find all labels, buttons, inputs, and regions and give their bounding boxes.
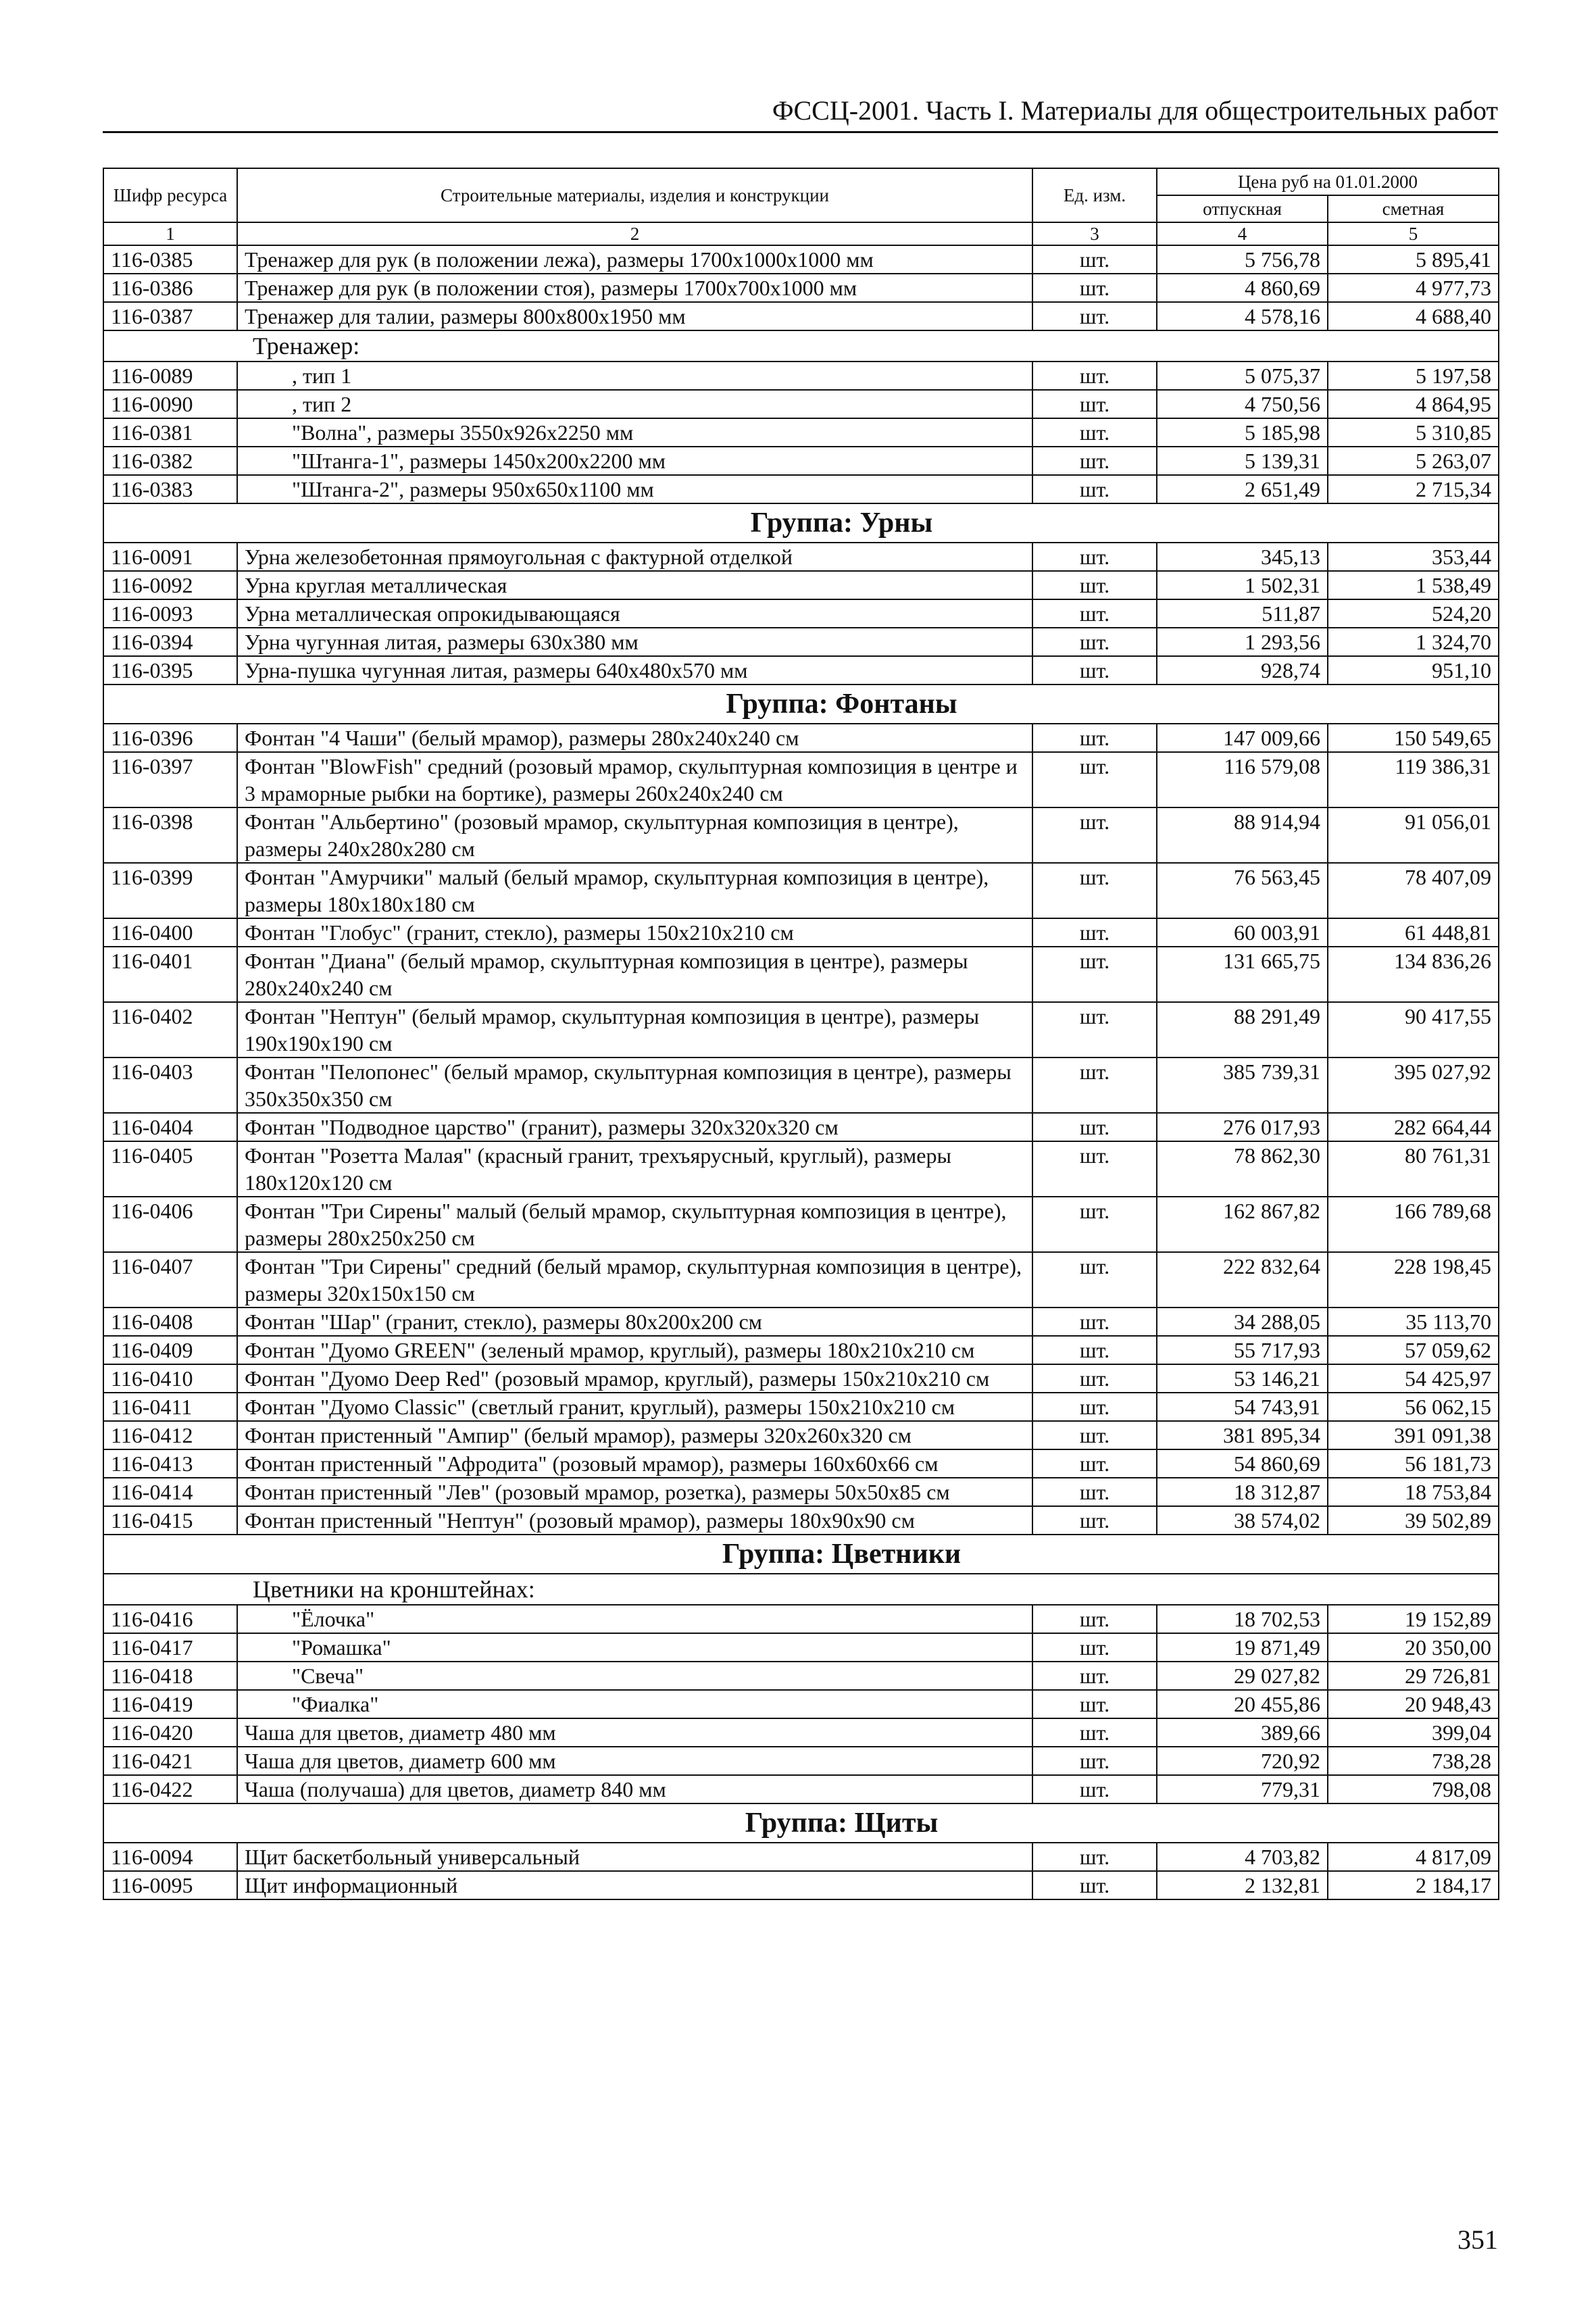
estimate-price: 399,04 (1328, 1718, 1499, 1747)
estimate-price: 282 664,44 (1328, 1113, 1499, 1141)
resource-code: 116-0401 (103, 947, 237, 1002)
estimate-price: 738,28 (1328, 1747, 1499, 1775)
table-row (103, 274, 1499, 302)
unit-cell: шт. (1032, 1141, 1157, 1197)
table-row (103, 1605, 1499, 1633)
estimate-price: 524,20 (1328, 599, 1499, 628)
unit-cell: шт. (1032, 362, 1157, 390)
table-row (103, 1197, 1499, 1252)
unit-cell: шт. (1032, 807, 1157, 863)
release-price: 55 717,93 (1157, 1336, 1328, 1364)
table-row (103, 1662, 1499, 1690)
estimate-price: 56 181,73 (1328, 1449, 1499, 1478)
header-release: отпускная (1157, 195, 1328, 222)
resource-code: 116-0422 (103, 1775, 237, 1803)
table-row (103, 1057, 1499, 1113)
unit-cell: шт. (1032, 1775, 1157, 1803)
material-name: Тренажер для рук (в положении стоя), размеры 1700x700x1000 мм (237, 274, 1032, 302)
release-price: 345,13 (1157, 543, 1328, 571)
table-row (103, 807, 1499, 863)
resource-code: 116-0397 (103, 752, 237, 807)
estimate-price: 391 091,38 (1328, 1421, 1499, 1449)
table-row (103, 1718, 1499, 1747)
estimate-price: 166 789,68 (1328, 1197, 1499, 1252)
resource-code: 116-0407 (103, 1252, 237, 1308)
estimate-price: 20 350,00 (1328, 1633, 1499, 1662)
release-price: 88 291,49 (1157, 1002, 1328, 1057)
material-name: Фонтан "Шар" (гранит, стекло), размеры 80x200x200 см (237, 1308, 1032, 1336)
resource-code: 116-0415 (103, 1506, 237, 1535)
subheading-title: Цветники на кронштейнах: (103, 1574, 1499, 1605)
unit-cell: шт. (1032, 302, 1157, 330)
resource-code: 116-0399 (103, 863, 237, 918)
unit-cell: шт. (1032, 918, 1157, 947)
release-price: 511,87 (1157, 599, 1328, 628)
material-name: Фонтан "Дуомо GREEN" (зеленый мрамор, круглый), размеры 180x210x210 см (237, 1336, 1032, 1364)
unit-cell: шт. (1032, 1478, 1157, 1506)
resource-code: 116-0387 (103, 302, 237, 330)
release-price: 2 651,49 (1157, 475, 1328, 503)
header-price: Цена руб на 01.01.2000 (1157, 168, 1499, 195)
estimate-price: 1 538,49 (1328, 571, 1499, 599)
table-row (103, 418, 1499, 447)
material-name: Фонтан "Дуомо Deep Red" (розовый мрамор, круглый), размеры 150x210x210 см (237, 1364, 1032, 1393)
table-row (103, 863, 1499, 918)
estimate-price: 4 817,09 (1328, 1843, 1499, 1871)
material-name: Урна-пушка чугунная литая, размеры 640x480x570 мм (237, 656, 1032, 684)
material-name: "Свеча" (237, 1662, 1032, 1690)
material-name: Чаша для цветов, диаметр 600 мм (237, 1747, 1032, 1775)
resource-code: 116-0416 (103, 1605, 237, 1633)
release-price: 720,92 (1157, 1747, 1328, 1775)
resource-code: 116-0405 (103, 1141, 237, 1197)
release-price: 1 293,56 (1157, 628, 1328, 656)
resource-code: 116-0381 (103, 418, 237, 447)
table-row (103, 1633, 1499, 1662)
unit-cell: шт. (1032, 390, 1157, 418)
running-title: ФССЦ-2001. Часть I. Материалы для общестроительных работ (103, 93, 1498, 133)
unit-cell: шт. (1032, 1605, 1157, 1633)
unit-cell: шт. (1032, 245, 1157, 274)
resource-code: 116-0411 (103, 1393, 237, 1421)
resource-code: 116-0404 (103, 1113, 237, 1141)
release-price: 5 075,37 (1157, 362, 1328, 390)
estimate-price: 951,10 (1328, 656, 1499, 684)
material-name: Фонтан "Альбертино" (розовый мрамор, скульптурная композиция в центре), размеры 240x280x280 см (237, 807, 1032, 863)
release-price: 4 750,56 (1157, 390, 1328, 418)
estimate-price: 91 056,01 (1328, 807, 1499, 863)
unit-cell: шт. (1032, 1197, 1157, 1252)
table-row (103, 1690, 1499, 1718)
estimate-price: 20 948,43 (1328, 1690, 1499, 1718)
release-price: 5 756,78 (1157, 245, 1328, 274)
resource-code: 116-0090 (103, 390, 237, 418)
table-row (103, 1336, 1499, 1364)
resource-code: 116-0396 (103, 724, 237, 752)
resource-code: 116-0410 (103, 1364, 237, 1393)
material-name: Тренажер для рук (в положении лежа), размеры 1700x1000x1000 мм (237, 245, 1032, 274)
unit-cell: шт. (1032, 1113, 1157, 1141)
estimate-price: 119 386,31 (1328, 752, 1499, 807)
estimate-price: 57 059,62 (1328, 1336, 1499, 1364)
release-price: 29 027,82 (1157, 1662, 1328, 1690)
unit-cell: шт. (1032, 656, 1157, 684)
estimate-price: 4 864,95 (1328, 390, 1499, 418)
estimate-price: 78 407,09 (1328, 863, 1499, 918)
release-price: 54 743,91 (1157, 1393, 1328, 1421)
estimate-price: 150 549,65 (1328, 724, 1499, 752)
unit-cell: шт. (1032, 274, 1157, 302)
table-row (103, 362, 1499, 390)
table-row (103, 1747, 1499, 1775)
table-row (103, 1775, 1499, 1803)
material-name: Фонтан пристенный "Нептун" (розовый мрамор), размеры 180x90x90 см (237, 1506, 1032, 1535)
material-name: Фонтан "Нептун" (белый мрамор, скульптурная композиция в центре), размеры 190x190x190 см (237, 1002, 1032, 1057)
table-row (103, 1308, 1499, 1336)
release-price: 222 832,64 (1157, 1252, 1328, 1308)
material-name: Фонтан "Диана" (белый мрамор, скульптурная композиция в центре), размеры 280x240x240 см (237, 947, 1032, 1002)
estimate-price: 39 502,89 (1328, 1506, 1499, 1535)
resource-code: 116-0420 (103, 1718, 237, 1747)
estimate-price: 35 113,70 (1328, 1308, 1499, 1336)
release-price: 2 132,81 (1157, 1871, 1328, 1899)
resource-code: 116-0409 (103, 1336, 237, 1364)
subheading-row (103, 330, 1499, 362)
column-number: 2 (237, 222, 1032, 245)
price-table (103, 168, 1499, 1900)
unit-cell: шт. (1032, 475, 1157, 503)
resource-code: 116-0403 (103, 1057, 237, 1113)
material-name: Щит информационный (237, 1871, 1032, 1899)
material-name: Фонтан пристенный "Ампир" (белый мрамор), размеры 320x260x320 см (237, 1421, 1032, 1449)
column-number: 1 (103, 222, 237, 245)
material-name: , тип 1 (237, 362, 1032, 390)
release-price: 276 017,93 (1157, 1113, 1328, 1141)
resource-code: 116-0092 (103, 571, 237, 599)
group-title: Группа: Щиты (103, 1803, 1499, 1843)
release-price: 78 862,30 (1157, 1141, 1328, 1197)
material-name: Фонтан "BlowFish" средний (розовый мрамор, скульптурная композиция в центре и 3 мраморные рыбки на бортике), размеры 260x240x240 см (237, 752, 1032, 807)
table-row (103, 447, 1499, 475)
estimate-price: 2 184,17 (1328, 1871, 1499, 1899)
table-row (103, 918, 1499, 947)
header-code: Шифр ресурса (103, 168, 237, 222)
table-row (103, 475, 1499, 503)
estimate-price: 19 152,89 (1328, 1605, 1499, 1633)
resource-code: 116-0383 (103, 475, 237, 503)
resource-code: 116-0413 (103, 1449, 237, 1478)
table-row (103, 599, 1499, 628)
release-price: 18 312,87 (1157, 1478, 1328, 1506)
unit-cell: шт. (1032, 1633, 1157, 1662)
material-name: Фонтан "Глобус" (гранит, стекло), размеры 150x210x210 см (237, 918, 1032, 947)
material-name: Фонтан "Амурчики" малый (белый мрамор, скульптурная композиция в центре), размеры 180x180x180 см (237, 863, 1032, 918)
release-price: 147 009,66 (1157, 724, 1328, 752)
release-price: 88 914,94 (1157, 807, 1328, 863)
unit-cell: шт. (1032, 447, 1157, 475)
unit-cell: шт. (1032, 1252, 1157, 1308)
unit-cell: шт. (1032, 628, 1157, 656)
column-number: 4 (1157, 222, 1328, 245)
resource-code: 116-0400 (103, 918, 237, 947)
table-row (103, 1141, 1499, 1197)
release-price: 34 288,05 (1157, 1308, 1328, 1336)
table-row (103, 628, 1499, 656)
resource-code: 116-0418 (103, 1662, 237, 1690)
material-name: Фонтан "Подводное царство" (гранит), размеры 320x320x320 см (237, 1113, 1032, 1141)
unit-cell: шт. (1032, 1871, 1157, 1899)
estimate-price: 18 753,84 (1328, 1478, 1499, 1506)
material-name: Фонтан пристенный "Афродита" (розовый мрамор), размеры 160x60x66 см (237, 1449, 1032, 1478)
estimate-price: 80 761,31 (1328, 1141, 1499, 1197)
material-name: "Штанга-1", размеры 1450x200x2200 мм (237, 447, 1032, 475)
material-name: Урна металлическая опрокидывающаяся (237, 599, 1032, 628)
resource-code: 116-0406 (103, 1197, 237, 1252)
material-name: "Ёлочка" (237, 1605, 1032, 1633)
release-price: 779,31 (1157, 1775, 1328, 1803)
group-row (103, 1803, 1499, 1843)
resource-code: 116-0386 (103, 274, 237, 302)
unit-cell: шт. (1032, 543, 1157, 571)
unit-cell: шт. (1032, 947, 1157, 1002)
group-title: Группа: Цветники (103, 1535, 1499, 1574)
release-price: 5 139,31 (1157, 447, 1328, 475)
group-row (103, 1535, 1499, 1574)
unit-cell: шт. (1032, 1308, 1157, 1336)
material-name: Урна чугунная литая, размеры 630x380 мм (237, 628, 1032, 656)
release-price: 1 502,31 (1157, 571, 1328, 599)
release-price: 5 185,98 (1157, 418, 1328, 447)
table-row (103, 724, 1499, 752)
resource-code: 116-0419 (103, 1690, 237, 1718)
table-row (103, 1252, 1499, 1308)
material-name: Фонтан "Дуомо Classic" (светлый гранит, круглый), размеры 150x210x210 см (237, 1393, 1032, 1421)
header-estimate: сметная (1328, 195, 1499, 222)
estimate-price: 134 836,26 (1328, 947, 1499, 1002)
unit-cell: шт. (1032, 1393, 1157, 1421)
table-row (103, 1421, 1499, 1449)
estimate-price: 90 417,55 (1328, 1002, 1499, 1057)
subheading-row (103, 1574, 1499, 1605)
material-name: "Штанга-2", размеры 950x650x1100 мм (237, 475, 1032, 503)
unit-cell: шт. (1032, 1002, 1157, 1057)
page-number: 351 (1457, 2224, 1498, 2255)
estimate-price: 4 977,73 (1328, 274, 1499, 302)
resource-code: 116-0089 (103, 362, 237, 390)
table-row (103, 1002, 1499, 1057)
table-row (103, 656, 1499, 684)
header-name: Строительные материалы, изделия и конструкции (237, 168, 1032, 222)
resource-code: 116-0395 (103, 656, 237, 684)
unit-cell: шт. (1032, 1336, 1157, 1364)
estimate-price: 5 197,58 (1328, 362, 1499, 390)
release-price: 20 455,86 (1157, 1690, 1328, 1718)
column-number: 3 (1032, 222, 1157, 245)
header-unit: Ед. изм. (1032, 168, 1157, 222)
resource-code: 116-0382 (103, 447, 237, 475)
unit-cell: шт. (1032, 418, 1157, 447)
resource-code: 116-0398 (103, 807, 237, 863)
unit-cell: шт. (1032, 1718, 1157, 1747)
table-row (103, 1113, 1499, 1141)
unit-cell: шт. (1032, 1506, 1157, 1535)
estimate-price: 5 310,85 (1328, 418, 1499, 447)
unit-cell: шт. (1032, 1364, 1157, 1393)
release-price: 53 146,21 (1157, 1364, 1328, 1393)
unit-cell: шт. (1032, 724, 1157, 752)
resource-code: 116-0421 (103, 1747, 237, 1775)
table-row (103, 245, 1499, 274)
group-title: Группа: Урны (103, 503, 1499, 543)
subheading-title: Тренажер: (103, 330, 1499, 362)
material-name: Чаша для цветов, диаметр 480 мм (237, 1718, 1032, 1747)
material-name: Фонтан "4 Чаши" (белый мрамор), размеры 280x240x240 см (237, 724, 1032, 752)
unit-cell: шт. (1032, 1690, 1157, 1718)
resource-code: 116-0091 (103, 543, 237, 571)
release-price: 60 003,91 (1157, 918, 1328, 947)
release-price: 4 703,82 (1157, 1843, 1328, 1871)
material-name: Чаша (получаша) для цветов, диаметр 840 мм (237, 1775, 1032, 1803)
release-price: 381 895,34 (1157, 1421, 1328, 1449)
material-name: Фонтан "Пелопонес" (белый мрамор, скульптурная композиция в центре), размеры 350x350x350 см (237, 1057, 1032, 1113)
material-name: Урна железобетонная прямоугольная с фактурной отделкой (237, 543, 1032, 571)
table-row (103, 1506, 1499, 1535)
estimate-price: 2 715,34 (1328, 475, 1499, 503)
resource-code: 116-0414 (103, 1478, 237, 1506)
material-name: Тренажер для талии, размеры 800x800x1950 мм (237, 302, 1032, 330)
material-name: Щит баскетбольный универсальный (237, 1843, 1032, 1871)
unit-cell: шт. (1032, 1662, 1157, 1690)
table-row (103, 1478, 1499, 1506)
material-name: Фонтан "Розетта Малая" (красный гранит, трехъярусный, круглый), размеры 180x120x120 см (237, 1141, 1032, 1197)
table-row (103, 1364, 1499, 1393)
release-price: 162 867,82 (1157, 1197, 1328, 1252)
estimate-price: 1 324,70 (1328, 628, 1499, 656)
estimate-price: 56 062,15 (1328, 1393, 1499, 1421)
material-name: "Волна", размеры 3550x926x2250 мм (237, 418, 1032, 447)
release-price: 4 578,16 (1157, 302, 1328, 330)
resource-code: 116-0094 (103, 1843, 237, 1871)
resource-code: 116-0417 (103, 1633, 237, 1662)
material-name: "Фиалка" (237, 1690, 1032, 1718)
material-name: , тип 2 (237, 390, 1032, 418)
estimate-price: 54 425,97 (1328, 1364, 1499, 1393)
table-row (103, 947, 1499, 1002)
release-price: 76 563,45 (1157, 863, 1328, 918)
release-price: 54 860,69 (1157, 1449, 1328, 1478)
table-row (103, 1843, 1499, 1871)
resource-code: 116-0095 (103, 1871, 237, 1899)
group-row (103, 684, 1499, 724)
unit-cell: шт. (1032, 1843, 1157, 1871)
table-row (103, 1449, 1499, 1478)
material-name: "Ромашка" (237, 1633, 1032, 1662)
estimate-price: 29 726,81 (1328, 1662, 1499, 1690)
unit-cell: шт. (1032, 1747, 1157, 1775)
resource-code: 116-0385 (103, 245, 237, 274)
estimate-price: 5 263,07 (1328, 447, 1499, 475)
unit-cell: шт. (1032, 863, 1157, 918)
table-row (103, 571, 1499, 599)
estimate-price: 353,44 (1328, 543, 1499, 571)
unit-cell: шт. (1032, 599, 1157, 628)
table-row (103, 1393, 1499, 1421)
group-row (103, 503, 1499, 543)
release-price: 131 665,75 (1157, 947, 1328, 1002)
estimate-price: 5 895,41 (1328, 245, 1499, 274)
table-row (103, 390, 1499, 418)
unit-cell: шт. (1032, 571, 1157, 599)
release-price: 928,74 (1157, 656, 1328, 684)
release-price: 4 860,69 (1157, 274, 1328, 302)
price-table-body (103, 245, 1499, 1899)
table-row (103, 752, 1499, 807)
material-name: Фонтан "Три Сирены" малый (белый мрамор, скульптурная композиция в центре), размеры 280x250x250 см (237, 1197, 1032, 1252)
unit-cell: шт. (1032, 1421, 1157, 1449)
resource-code: 116-0093 (103, 599, 237, 628)
group-title: Группа: Фонтаны (103, 684, 1499, 724)
release-price: 389,66 (1157, 1718, 1328, 1747)
unit-cell: шт. (1032, 1449, 1157, 1478)
resource-code: 116-0402 (103, 1002, 237, 1057)
unit-cell: шт. (1032, 1057, 1157, 1113)
estimate-price: 798,08 (1328, 1775, 1499, 1803)
unit-cell: шт. (1032, 752, 1157, 807)
estimate-price: 4 688,40 (1328, 302, 1499, 330)
resource-code: 116-0412 (103, 1421, 237, 1449)
release-price: 19 871,49 (1157, 1633, 1328, 1662)
estimate-price: 395 027,92 (1328, 1057, 1499, 1113)
release-price: 385 739,31 (1157, 1057, 1328, 1113)
release-price: 116 579,08 (1157, 752, 1328, 807)
resource-code: 116-0394 (103, 628, 237, 656)
table-row (103, 1871, 1499, 1899)
estimate-price: 228 198,45 (1328, 1252, 1499, 1308)
table-row (103, 543, 1499, 571)
material-name: Урна круглая металлическая (237, 571, 1032, 599)
release-price: 18 702,53 (1157, 1605, 1328, 1633)
column-number: 5 (1328, 222, 1499, 245)
resource-code: 116-0408 (103, 1308, 237, 1336)
material-name: Фонтан пристенный "Лев" (розовый мрамор, розетка), размеры 50x50x85 см (237, 1478, 1032, 1506)
estimate-price: 61 448,81 (1328, 918, 1499, 947)
material-name: Фонтан "Три Сирены" средний (белый мрамор, скульптурная композиция в центре), размеры 320x150x150 см (237, 1252, 1032, 1308)
table-row (103, 302, 1499, 330)
release-price: 38 574,02 (1157, 1506, 1328, 1535)
